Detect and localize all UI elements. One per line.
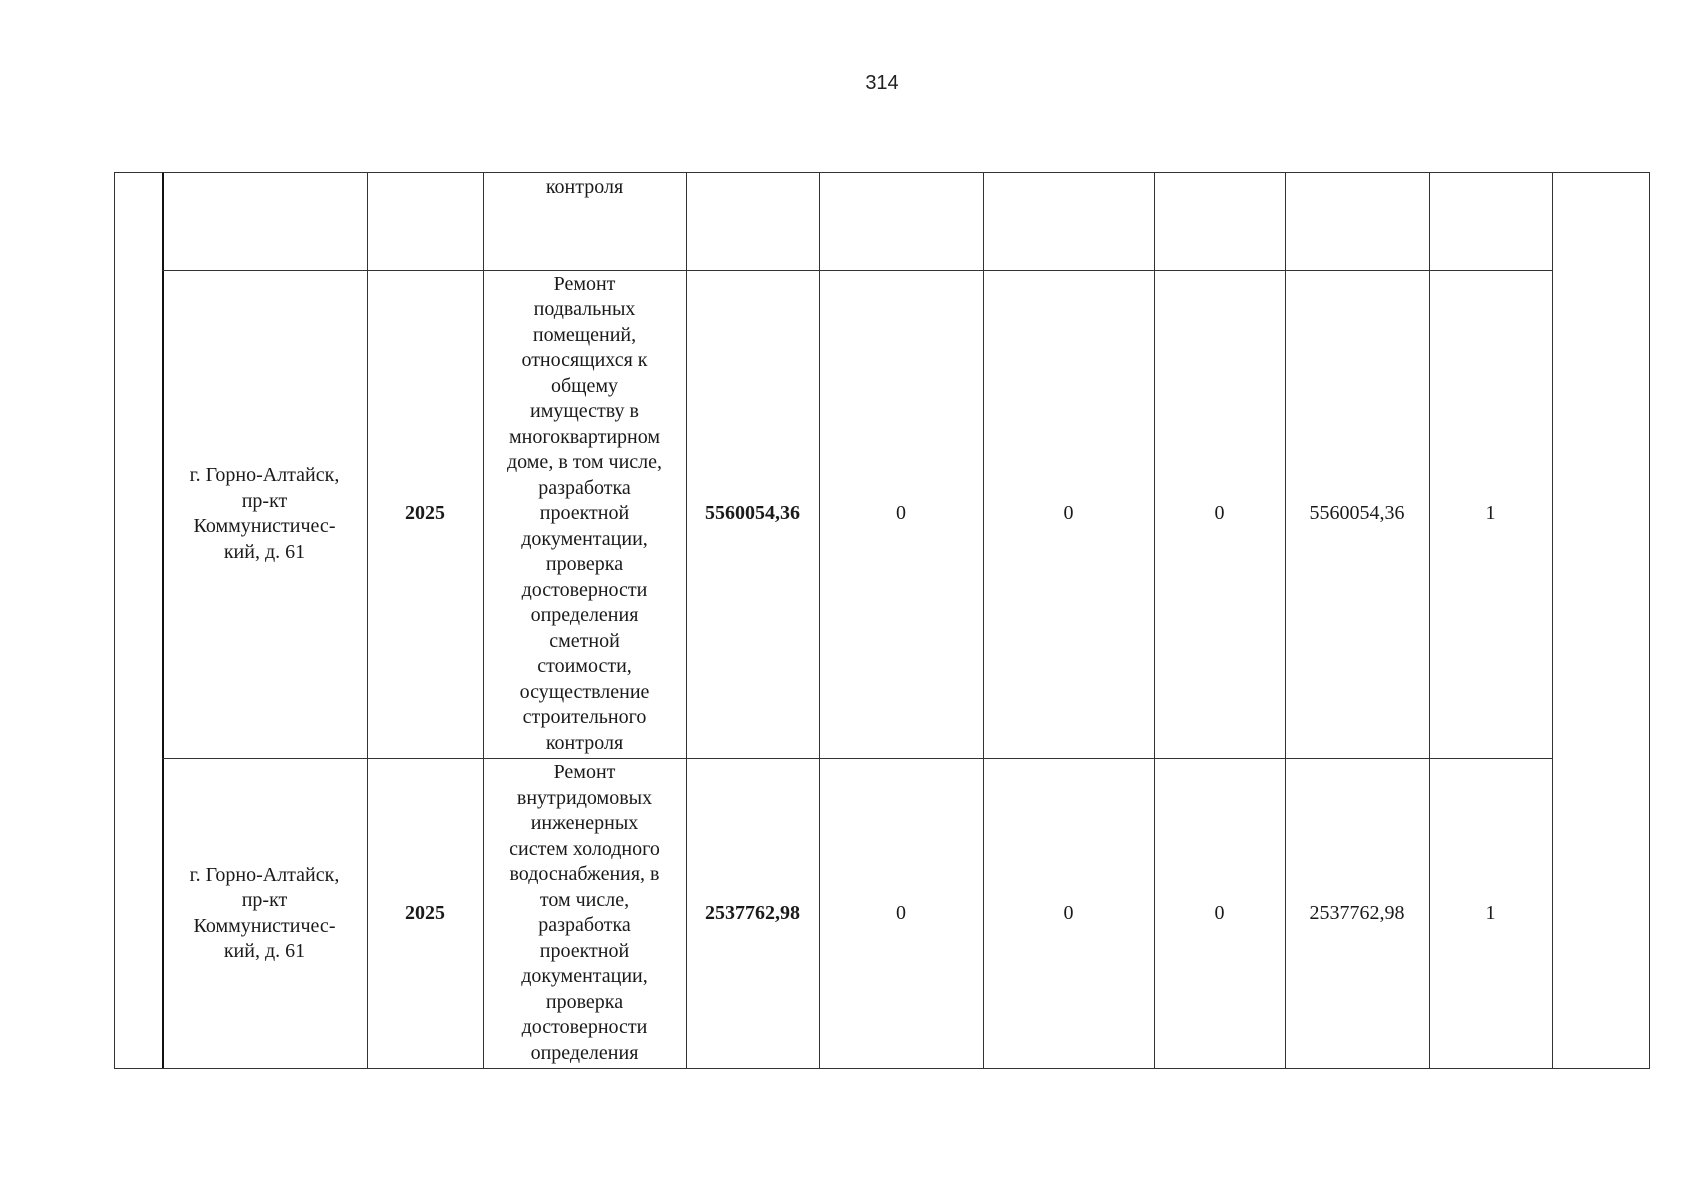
col9-value: 1 — [1485, 901, 1496, 924]
col5-cell — [819, 758, 983, 1069]
col9-cell — [1429, 270, 1552, 758]
col8-value: 5560054,36 — [1309, 502, 1405, 525]
description-cell — [483, 758, 686, 1069]
col9-cell — [1429, 758, 1552, 1069]
total-cell — [686, 270, 819, 758]
page-number: 314 — [865, 72, 899, 94]
address-cell — [162, 270, 367, 758]
col7-cell — [1154, 270, 1285, 758]
col8-value: 2537762,98 — [1309, 901, 1405, 924]
continued-description-cell — [483, 173, 686, 270]
col8-cell — [1285, 270, 1429, 758]
address-text: г. Горно-Алтайск, пр-кт Коммунистичес- кий, д. 61 — [189, 464, 340, 563]
description-text: Ремонт подвальных помещений, относящихся к общему имуществу в многоквартирном доме, в том числе, разработка проектной документации, проверка достоверности определения сметной стоимости, осуществление строительного контроля — [506, 272, 663, 754]
year-cell — [367, 758, 483, 1069]
col5-value: 0 — [896, 901, 906, 924]
col5-value: 0 — [896, 502, 906, 525]
year-cell — [367, 270, 483, 758]
col8-cell — [1285, 758, 1429, 1069]
col9-value: 1 — [1485, 502, 1496, 525]
col5-cell — [819, 270, 983, 758]
col6-cell — [983, 758, 1154, 1069]
table-grid — [114, 172, 1650, 1069]
total-value: 5560054,36 — [705, 502, 800, 525]
description-text: Ремонт внутридомовых инженерных систем холодного водоснабжения, в том числе, разработка проектной документации, проверка достоверности определения — [509, 761, 660, 1064]
col7-value: 0 — [1214, 502, 1225, 525]
year-text: 2025 — [405, 502, 445, 525]
total-cell — [686, 758, 819, 1069]
total-value: 2537762,98 — [705, 901, 800, 924]
continued-description-text: контроля — [545, 176, 624, 198]
year-text: 2025 — [405, 901, 445, 924]
address-text: г. Горно-Алтайск, пр-кт Коммунистичес- кий, д. 61 — [189, 863, 340, 962]
address-cell — [162, 758, 367, 1069]
col7-value: 0 — [1214, 901, 1225, 924]
col6-cell — [983, 270, 1154, 758]
description-cell — [483, 270, 686, 758]
col6-value: 0 — [1063, 502, 1074, 525]
col7-cell — [1154, 758, 1285, 1069]
col6-value: 0 — [1063, 901, 1074, 924]
